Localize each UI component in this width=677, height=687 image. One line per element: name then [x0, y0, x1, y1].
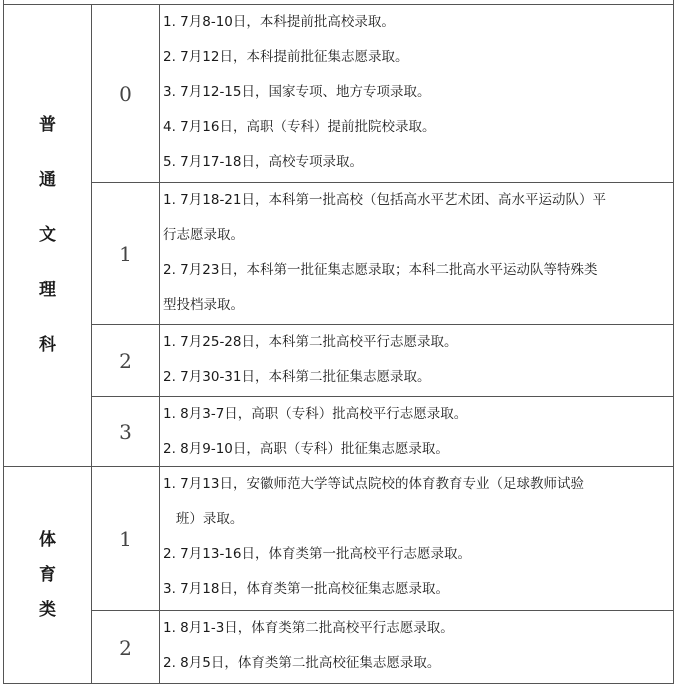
batch-items: [160, 466, 673, 610]
batch-items: [160, 182, 673, 324]
category-char: 文: [39, 225, 56, 245]
batch-cell: 3: [92, 396, 160, 466]
list-item: 型投档录取。: [163, 297, 244, 313]
list-item: 1. 8月3-7日，高职（专科）批高校平行志愿录取。: [163, 406, 468, 422]
category-char: 类: [39, 600, 56, 620]
list-item: 2. 8月9-10日，高职（专科）批征集志愿录取。: [163, 441, 449, 457]
batch-items: [160, 396, 673, 466]
list-item: 2. 7月23日，本科第一批征集志愿录取；本科二批高水平运动队等特殊类: [163, 262, 598, 278]
batch-cell: 2: [92, 610, 160, 684]
list-item: 1. 7月25-28日，本科第二批高校平行志愿录取。: [163, 334, 458, 350]
list-item: 5. 7月17-18日，高校专项录取。: [163, 154, 363, 170]
batch-cell: 0: [92, 4, 160, 182]
category-char: 体: [39, 530, 56, 550]
category-char: 育: [39, 565, 56, 585]
batch-cell: 2: [92, 324, 160, 396]
list-item: 1. 7月18-21日，本科第一批高校（包括高水平艺术团、高水平运动队）平: [163, 192, 606, 208]
category-char: 普: [39, 115, 56, 135]
list-item: 2. 7月12日，本科提前批征集志愿录取。: [163, 49, 409, 65]
list-item: 班）录取。: [163, 511, 244, 527]
list-item: 4. 7月16日，高职（专科）提前批院校录取。: [163, 119, 436, 135]
batch-items: [160, 610, 673, 684]
list-item: 2. 7月13-16日，体育类第一批高校平行志愿录取。: [163, 546, 471, 562]
list-item: 1. 8月1-3日，体育类第二批高校平行志愿录取。: [163, 620, 454, 636]
list-item: 1. 7月13日，安徽师范大学等试点院校的体育教育专业（足球教师试验: [163, 476, 584, 492]
list-item: 1. 7月8-10日，本科提前批高校录取。: [163, 14, 395, 30]
list-item: 3. 7月18日，体育类第一批高校征集志愿录取。: [163, 581, 449, 597]
list-item: 3. 7月12-15日，国家专项、地方专项录取。: [163, 84, 431, 100]
category-cell-general: [4, 4, 92, 466]
list-item: 2. 7月30-31日，本科第二批征集志愿录取。: [163, 369, 431, 385]
category-char: 理: [39, 280, 56, 300]
admission-schedule-table: [3, 0, 674, 684]
batch-items: [160, 324, 673, 396]
list-item: 行志愿录取。: [163, 227, 244, 243]
category-char: 科: [39, 335, 56, 355]
batch-cell: 1: [92, 182, 160, 324]
category-cell-sports: [4, 466, 92, 684]
list-item: 2. 8月5日，体育类第二批高校征集志愿录取。: [163, 655, 441, 671]
category-char: 通: [39, 170, 56, 190]
batch-cell: 1: [92, 466, 160, 610]
batch-items: [160, 4, 673, 182]
